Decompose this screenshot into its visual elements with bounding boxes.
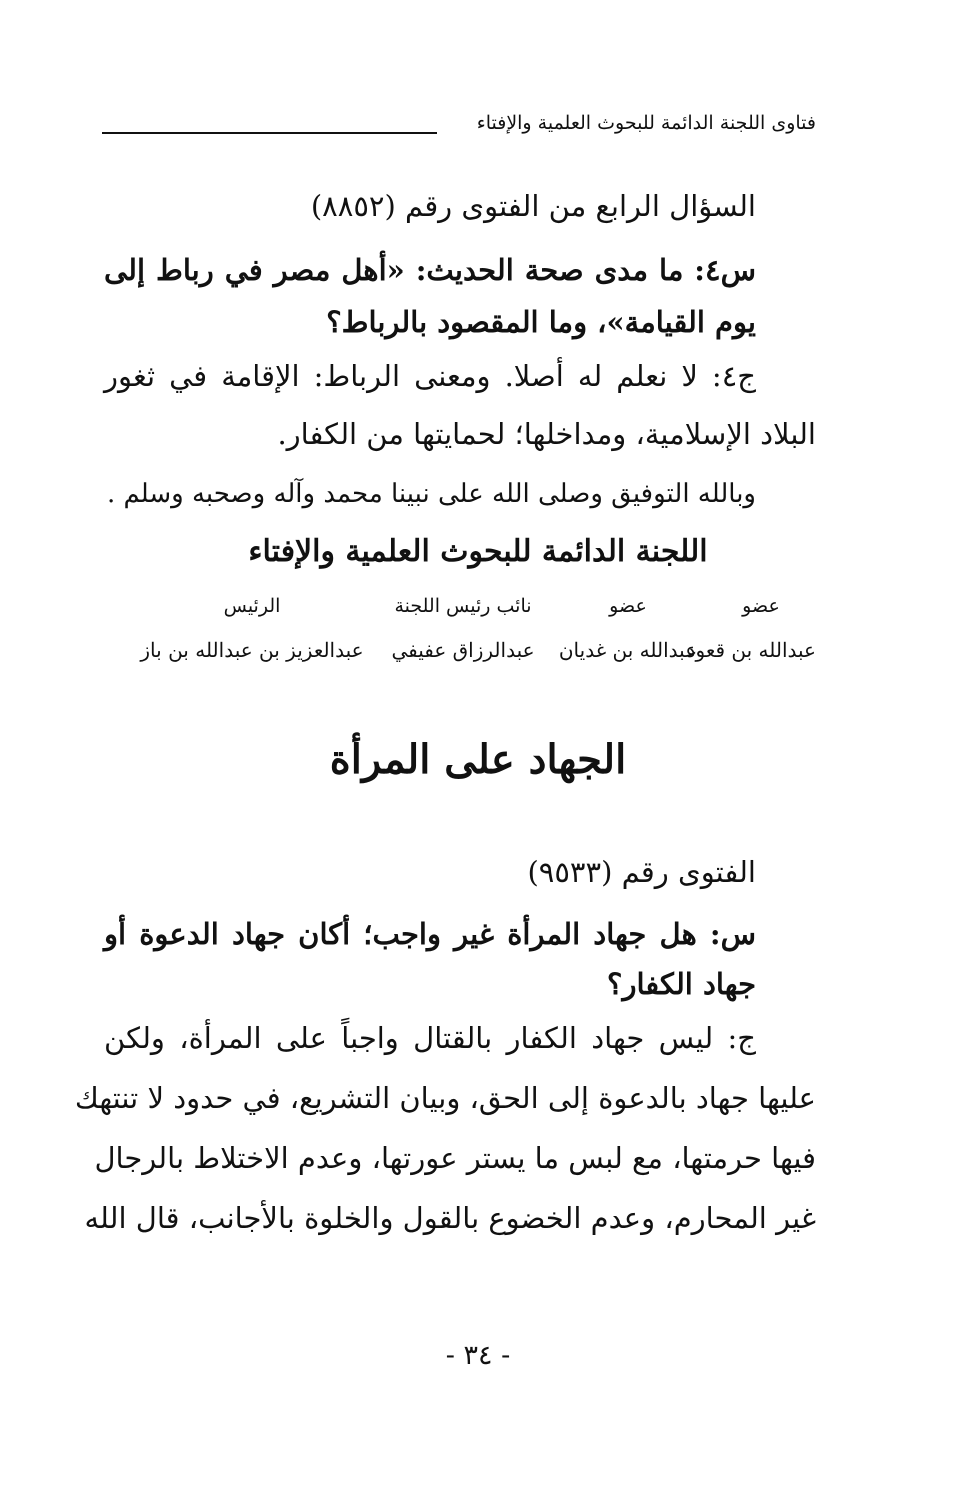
signatory-1-name: عبدالله بن قعود [686,638,816,662]
page-number: - ٣٤ - [445,1340,511,1371]
section-title: الجهاد على المرأة [329,736,627,783]
signatory-3-role: نائب رئيس اللجنة [394,595,532,617]
signatory-4-name: عبدالعزيز بن عبدالله بن باز [140,638,364,662]
signatory-4-role: الرئيس [223,595,281,617]
fatwa-1-answer-line-2: البلاد الإسلامية، ومداخلها؛ لحمايتها من الكفار. [277,417,816,451]
signatory-4 [136,592,368,664]
committee-title: اللجنة الدائمة للبحوث العلمية والإفتاء [248,534,708,569]
running-header: فتاوى اللجنة الدائمة للبحوث العلمية والإفتاء [476,112,816,134]
fatwa-1-question-line-2: يوم القيامة»، وما المقصود بالرباط؟ [326,305,756,339]
fatwa-1-heading: السؤال الرابع من الفتوى رقم (٨٨٥٢) [310,189,756,223]
header-rule [102,132,437,134]
signatory-3 [378,592,548,664]
fatwa-1-answer-line-1: ج٤: لا نعلم له أصلا. ومعنى الرباط: الإقامة في ثغور [104,359,756,393]
fatwa-2-answer-line-1: ج: ليس جهاد الكفار بالقتال واجباً على المرأة، ولكن [104,1021,756,1055]
fatwa-2-answer-line-4: غير المحارم، وعدم الخضوع بالقول والخلوة بالأجانب، قال الله [84,1201,816,1235]
signatory-2-name: عبدالله بن غديان [558,638,698,662]
signatory-1-role: عضو [742,595,780,617]
fatwa-2-question-line-1: س: هل جهاد المرأة غير واجب؛ أكان جهاد الدعوة أو [104,917,756,951]
fatwa-2-answer-line-2: عليها جهاد بالدعوة إلى الحق، وبيان التشريع، في حدود لا تنتهك [74,1081,816,1115]
signatory-2 [558,592,698,664]
signatory-1 [686,592,816,664]
fatwa-2-heading: الفتوى رقم (٩٥٣٣) [527,855,756,889]
signatory-3-name: عبدالرزاق عفيفي [391,638,535,662]
fatwa-2-answer-line-3: فيها حرمتها، مع لبس ما يستر عورتها، وعدم الاختلاط بالرجال [94,1141,816,1175]
fatwa-2-question-line-2: جهاد الكفار؟ [607,967,756,1001]
fatwa-1-question-line-1: س٤: ما مدى صحة الحديث: «أهل مصر في رباط إلى [104,253,756,287]
signatory-2-role: عضو [609,595,647,617]
fatwa-1-closing: وبالله التوفيق وصلى الله على نبينا محمد وآله وصحبه وسلم . [106,479,756,509]
